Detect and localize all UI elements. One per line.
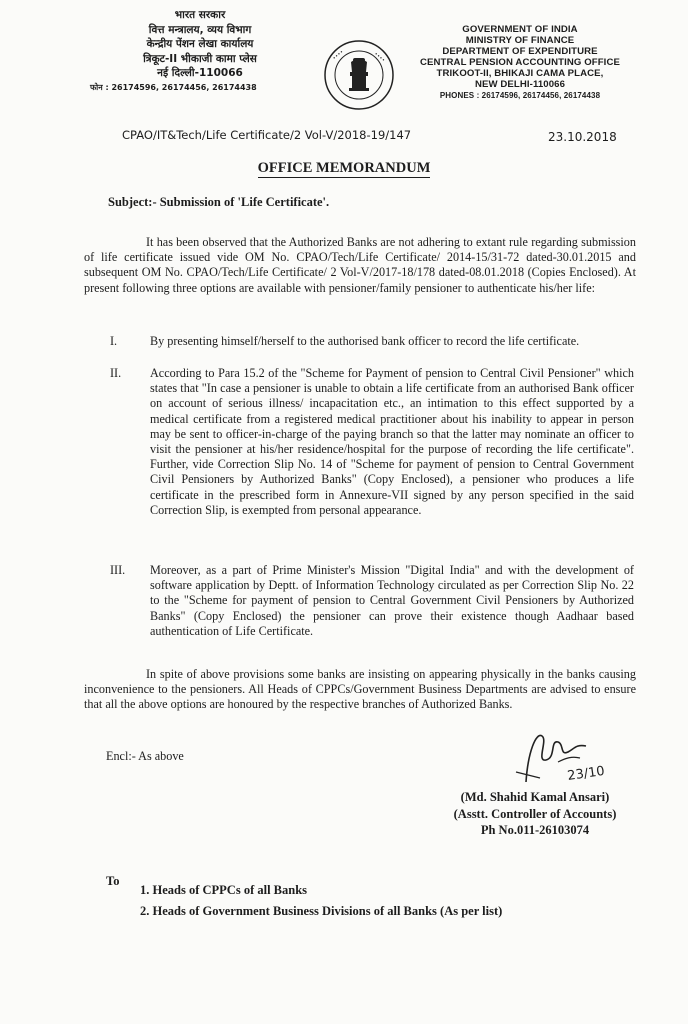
svg-text:∙∙∙∙: ∙∙∙∙ [372,50,387,64]
hindi-line-5: नई दिल्ली-110066 [157,67,243,79]
memo-title-text: OFFICE MEMORANDUM [257,160,431,176]
letterhead-hindi [90,8,310,95]
item-number: I. [110,334,118,348]
english-line-2: MINISTRY OF FINANCE [465,35,575,46]
english-line-1: GOVERNMENT OF INDIA [462,24,578,35]
paragraph-1: It has been observed that the Authorized Banks are not adhering to extant rule regarding submission of life certificate issued vide OM No. CPAO/Tech/Life Certificate/ 2014-15/31-72 dated-30.01.2015 and subsequent OM No. CPAO/Tech/Life Certificate/ 2 Vol-V/2017-18/178 dated-08.01.2018 (Copies Enclosed). At present following three options are available with pensioner/family pensioner to authenticate his/her life: [84,235,636,295]
hindi-phone: फोन : 26174596, 26174456, 26174438 [90,82,257,92]
signatory-designation: (Asstt. Controller of Accounts) [453,806,617,821]
english-line-3: DEPARTMENT OF EXPENDITURE [442,46,598,57]
hindi-line-1: भारत सरकार [174,9,226,21]
handwritten-signature [506,722,606,790]
signatory-name: (Md. Shahid Kamal Ansari) [460,790,610,804]
government-emblem-icon [322,38,396,112]
english-phone: PHONES : 26174596, 26174456, 26174438 [439,91,601,100]
memo-subject: Subject:- Submission of 'Life Certificate'. [108,195,330,209]
recipient-2: 2. Heads of Government Business Divisions of all Banks (As per list) [140,904,503,918]
english-line-4: CENTRAL PENSION ACCOUNTING OFFICE [420,57,620,68]
to-label: To [106,874,120,888]
hindi-line-4: त्रिकूट-II भीकाजी कामा प्लेस [143,52,257,65]
svg-text:∙∙∙∙: ∙∙∙∙ [331,48,345,62]
letterhead-english [404,24,636,101]
item-text: According to Para 15.2 of the "Scheme for Payment of pension to Central Civil Pensioner" which states that "In case a pensioner is unable to obtain a life certificate from an authorised Bank officer on account of serious illness/ incapacitation etc., an intimation to this effect supported by a medical certificate from a registered medical practitioner about his inability to appear in person may be sent to officer-in-charge of the paying branch so that the latter may nominate an officer to visit the pensioner at his/her residence/hospital for the purpose of recording the life certificate". Further, vide Correction Slip No. 14 of "Scheme for payment of pension to Central Government Civil Pensioners by Authorized Banks" (Copy Enclosed), a pensioner who produces a life certificate in the prescribed form in Annexure-VII signed by any person specified in the said Correction Slip, is exempted from personal appearance. [150,366,634,517]
recipient-list [140,880,502,922]
signature-date: 23/10 [566,763,606,784]
item-text: By presenting himself/herself to the authorised bank officer to record the life certificate. [150,334,580,348]
hindi-line-3: केन्द्रीय पेंशन लेखा कार्यालय [146,38,254,50]
item-number: III. [110,563,126,577]
reference-number: CPAO/IT&Tech/Life Certificate/2 Vol-V/2018-19/147 [122,128,412,142]
recipient-1: 1. Heads of CPPCs of all Banks [140,883,308,897]
signatory-phone: Ph No.011-26103074 [480,823,590,837]
item-number: II. [110,366,122,380]
paragraph-2: In spite of above provisions some banks are insisting on appearing physically in the banks causing inconvenience to the pensioners. All Heads of CPPCs/Government Business Departments are advised to ensure that all the above options are honoured by the respective branches of Authorized Banks. [84,667,636,712]
enclosure-note: Encl:- As above [106,749,184,763]
hindi-line-2: वित्त मन्त्रालय, व्यय विभाग [148,23,252,36]
english-line-6: NEW DELHI-110066 [474,79,566,90]
english-line-5: TRIKOOT-II, BHIKAJI CAMA PLACE, [436,68,604,79]
memo-title [0,160,688,177]
item-text: Moreover, as a part of Prime Minister's Mission "Digital India" and with the development of software application by Deptt. of Information Technology circulated as per Correction Slip No. 22 to the "Scheme for payment of pension to Central Government Civil Pensioners by Authorized Banks" (Copy Enclosed) the pensioner can prove their existence though Aadhaar based authentication of Life Certificate. [150,563,634,638]
signatory-block [440,789,630,839]
memo-date: 23.10.2018 [548,130,617,144]
